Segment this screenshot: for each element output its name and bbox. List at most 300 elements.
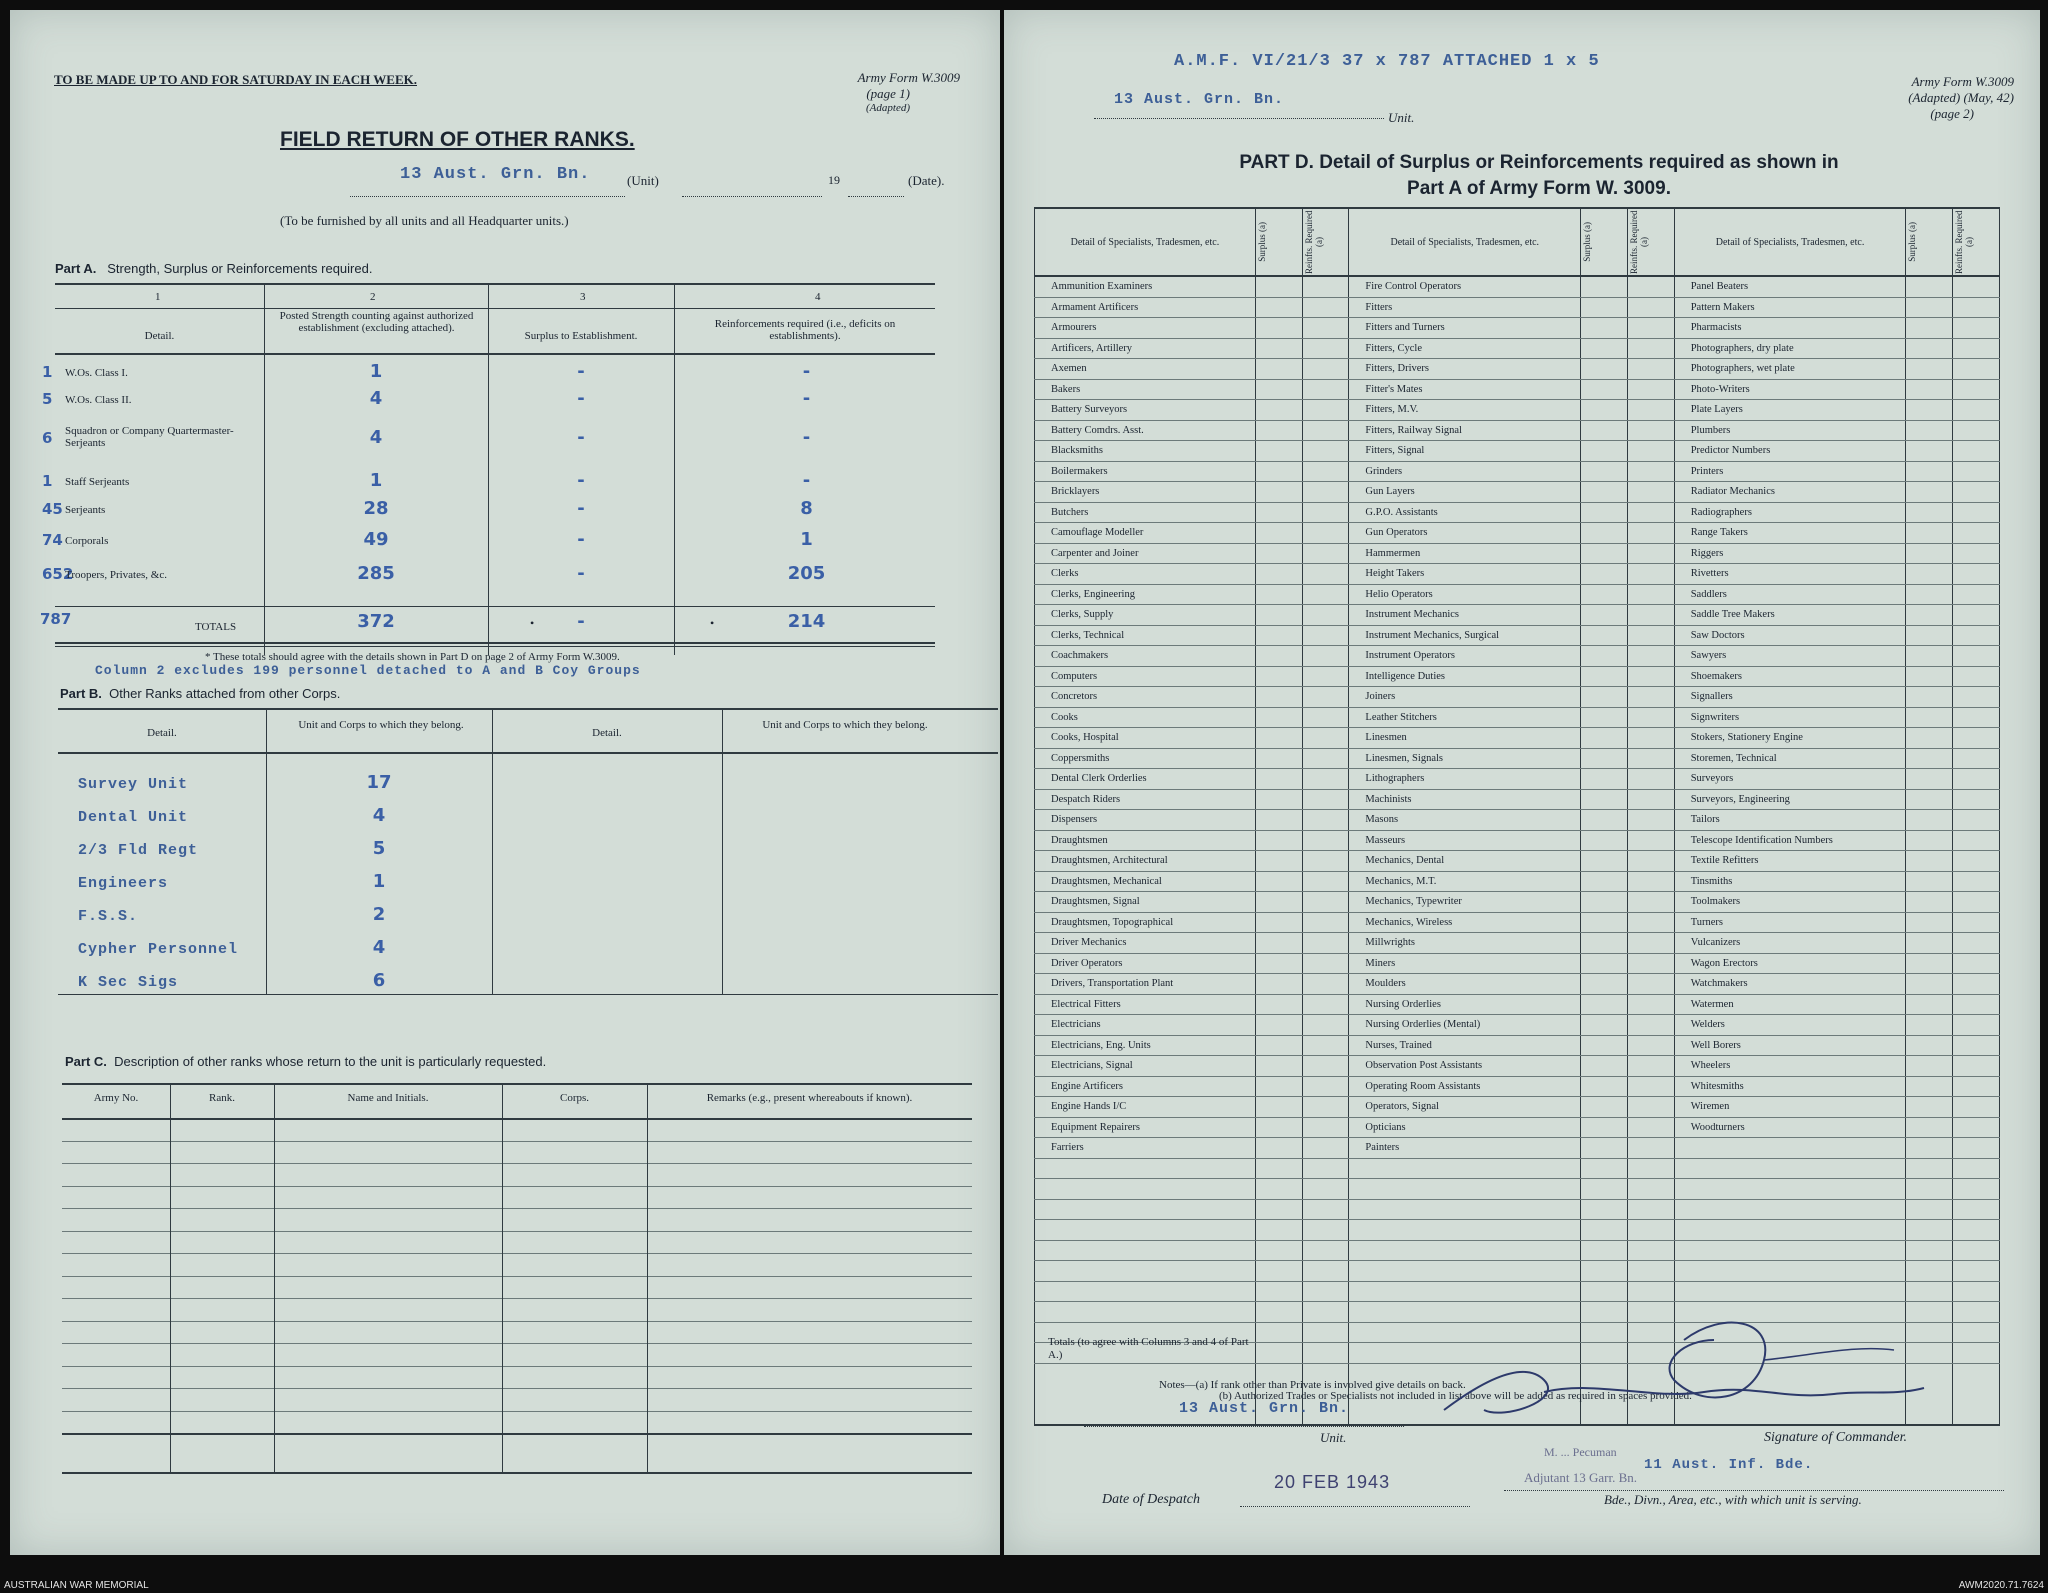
surplus-cell[interactable] [1255,482,1302,503]
surplus-cell[interactable] [1906,810,1953,831]
reinf-cell[interactable] [1953,564,2000,585]
reinf-cell[interactable] [1302,400,1349,421]
reinf-cell[interactable] [1302,666,1349,687]
reinf-cell[interactable] [1302,871,1349,892]
surplus-cell[interactable] [1906,276,1953,297]
reinf-cell[interactable] [1953,359,2000,380]
surplus-cell[interactable] [1255,1158,1302,1179]
surplus-cell[interactable] [1906,523,1953,544]
surplus-cell[interactable] [1581,482,1628,503]
surplus-cell[interactable] [1255,359,1302,380]
reinf-cell[interactable] [1627,871,1674,892]
reinf-cell[interactable] [1953,420,2000,441]
reinf-cell[interactable] [1953,1158,2000,1179]
surplus-cell[interactable] [1581,769,1628,790]
surplus-cell[interactable] [1906,851,1953,872]
surplus-cell[interactable] [1255,1076,1302,1097]
surplus-cell[interactable] [1581,1220,1628,1241]
reinf-cell[interactable] [1302,1097,1349,1118]
surplus-cell[interactable] [1906,1158,1953,1179]
reinf-cell[interactable] [1953,1076,2000,1097]
surplus-cell[interactable] [1255,851,1302,872]
surplus-cell[interactable] [1255,1138,1302,1159]
reinf-cell[interactable] [1302,953,1349,974]
surplus-cell[interactable] [1581,933,1628,954]
reinf-cell[interactable] [1953,1322,2000,1343]
reinf-cell[interactable] [1302,1302,1349,1323]
reinf-cell[interactable] [1302,1240,1349,1261]
surplus-cell[interactable] [1581,974,1628,995]
surplus-cell[interactable] [1581,1056,1628,1077]
reinf-cell[interactable] [1302,728,1349,749]
reinf-cell[interactable] [1627,1281,1674,1302]
reinf-cell[interactable] [1953,871,2000,892]
surplus-cell[interactable] [1255,1240,1302,1261]
reinf-cell[interactable] [1953,646,2000,667]
surplus-cell[interactable] [1906,953,1953,974]
surplus-cell[interactable] [1906,1035,1953,1056]
reinf-cell[interactable] [1627,543,1674,564]
reinf-cell[interactable] [1953,1015,2000,1036]
surplus-cell[interactable] [1906,338,1953,359]
reinf-cell[interactable] [1302,851,1349,872]
surplus-cell[interactable] [1255,523,1302,544]
reinf-cell[interactable] [1302,441,1349,462]
surplus-cell[interactable] [1906,871,1953,892]
reinf-cell[interactable] [1627,400,1674,421]
reinf-cell[interactable] [1302,523,1349,544]
reinf-cell[interactable] [1302,1343,1349,1364]
reinf-cell[interactable] [1302,994,1349,1015]
surplus-cell[interactable] [1906,441,1953,462]
surplus-cell[interactable] [1581,1097,1628,1118]
reinf-cell[interactable] [1302,379,1349,400]
reinf-cell[interactable] [1627,276,1674,297]
reinf-cell[interactable] [1953,769,2000,790]
reinf-cell[interactable] [1953,953,2000,974]
reinf-cell[interactable] [1302,1220,1349,1241]
surplus-cell[interactable] [1906,994,1953,1015]
surplus-cell[interactable] [1255,1015,1302,1036]
surplus-cell[interactable] [1255,748,1302,769]
reinf-cell[interactable] [1302,1076,1349,1097]
surplus-cell[interactable] [1581,297,1628,318]
surplus-cell[interactable] [1581,1179,1628,1200]
surplus-cell[interactable] [1255,912,1302,933]
surplus-cell[interactable] [1255,584,1302,605]
surplus-cell[interactable] [1255,953,1302,974]
surplus-cell[interactable] [1255,1281,1302,1302]
reinf-cell[interactable] [1953,625,2000,646]
reinf-cell[interactable] [1953,543,2000,564]
surplus-cell[interactable] [1906,318,1953,339]
surplus-cell[interactable] [1255,338,1302,359]
reinf-cell[interactable] [1953,482,2000,503]
reinf-cell[interactable] [1302,830,1349,851]
reinf-cell[interactable] [1953,400,2000,421]
reinf-cell[interactable] [1953,974,2000,995]
reinf-cell[interactable] [1302,1035,1349,1056]
reinf-cell[interactable] [1953,523,2000,544]
reinf-cell[interactable] [1302,1179,1349,1200]
surplus-cell[interactable] [1906,502,1953,523]
reinf-cell[interactable] [1627,687,1674,708]
reinf-cell[interactable] [1302,625,1349,646]
reinf-cell[interactable] [1627,789,1674,810]
surplus-cell[interactable] [1581,318,1628,339]
reinf-cell[interactable] [1302,482,1349,503]
reinf-cell[interactable] [1953,830,2000,851]
reinf-cell[interactable] [1953,933,2000,954]
surplus-cell[interactable] [1581,748,1628,769]
reinf-cell[interactable] [1627,974,1674,995]
reinf-cell[interactable] [1953,584,2000,605]
reinf-cell[interactable] [1953,379,2000,400]
surplus-cell[interactable] [1255,892,1302,913]
surplus-cell[interactable] [1906,728,1953,749]
surplus-cell[interactable] [1906,748,1953,769]
reinf-cell[interactable] [1953,1179,2000,1200]
reinf-cell[interactable] [1953,748,2000,769]
surplus-cell[interactable] [1255,769,1302,790]
surplus-cell[interactable] [1581,1158,1628,1179]
reinf-cell[interactable] [1953,789,2000,810]
reinf-cell[interactable] [1627,359,1674,380]
reinf-cell[interactable] [1953,851,2000,872]
surplus-cell[interactable] [1581,276,1628,297]
surplus-cell[interactable] [1255,933,1302,954]
reinf-cell[interactable] [1953,1363,2000,1425]
surplus-cell[interactable] [1906,359,1953,380]
surplus-cell[interactable] [1581,1281,1628,1302]
surplus-cell[interactable] [1255,625,1302,646]
surplus-cell[interactable] [1581,1015,1628,1036]
surplus-cell[interactable] [1906,666,1953,687]
surplus-cell[interactable] [1255,605,1302,626]
reinf-cell[interactable] [1302,276,1349,297]
surplus-cell[interactable] [1906,769,1953,790]
reinf-cell[interactable] [1953,1281,2000,1302]
reinf-cell[interactable] [1627,810,1674,831]
surplus-cell[interactable] [1581,523,1628,544]
reinf-cell[interactable] [1302,584,1349,605]
surplus-cell[interactable] [1581,994,1628,1015]
reinf-cell[interactable] [1302,707,1349,728]
surplus-cell[interactable] [1581,1035,1628,1056]
reinf-cell[interactable] [1627,564,1674,585]
reinf-cell[interactable] [1953,1056,2000,1077]
surplus-cell[interactable] [1255,441,1302,462]
surplus-cell[interactable] [1581,379,1628,400]
surplus-cell[interactable] [1906,1240,1953,1261]
reinf-cell[interactable] [1953,707,2000,728]
reinf-cell[interactable] [1627,1261,1674,1282]
reinf-cell[interactable] [1627,830,1674,851]
surplus-cell[interactable] [1581,338,1628,359]
reinf-cell[interactable] [1627,523,1674,544]
surplus-cell[interactable] [1255,707,1302,728]
surplus-cell[interactable] [1906,1076,1953,1097]
reinf-cell[interactable] [1302,543,1349,564]
surplus-cell[interactable] [1906,605,1953,626]
reinf-cell[interactable] [1302,912,1349,933]
reinf-cell[interactable] [1302,687,1349,708]
reinf-cell[interactable] [1627,1035,1674,1056]
reinf-cell[interactable] [1627,769,1674,790]
surplus-cell[interactable] [1255,1302,1302,1323]
reinf-cell[interactable] [1953,1035,2000,1056]
reinf-cell[interactable] [1627,1220,1674,1241]
surplus-cell[interactable] [1906,912,1953,933]
surplus-cell[interactable] [1581,728,1628,749]
surplus-cell[interactable] [1581,953,1628,974]
surplus-cell[interactable] [1581,502,1628,523]
reinf-cell[interactable] [1953,441,2000,462]
reinf-cell[interactable] [1302,1281,1349,1302]
reinf-cell[interactable] [1953,994,2000,1015]
reinf-cell[interactable] [1302,338,1349,359]
surplus-cell[interactable] [1906,400,1953,421]
surplus-cell[interactable] [1581,584,1628,605]
surplus-cell[interactable] [1255,1035,1302,1056]
surplus-cell[interactable] [1581,1076,1628,1097]
reinf-cell[interactable] [1627,1138,1674,1159]
surplus-cell[interactable] [1581,625,1628,646]
reinf-cell[interactable] [1627,1015,1674,1036]
reinf-cell[interactable] [1302,1322,1349,1343]
surplus-cell[interactable] [1255,461,1302,482]
reinf-cell[interactable] [1627,502,1674,523]
reinf-cell[interactable] [1627,851,1674,872]
reinf-cell[interactable] [1302,461,1349,482]
surplus-cell[interactable] [1581,543,1628,564]
reinf-cell[interactable] [1953,1117,2000,1138]
surplus-cell[interactable] [1906,379,1953,400]
reinf-cell[interactable] [1302,1015,1349,1036]
reinf-cell[interactable] [1302,1158,1349,1179]
surplus-cell[interactable] [1255,1199,1302,1220]
reinf-cell[interactable] [1953,1220,2000,1241]
surplus-cell[interactable] [1906,543,1953,564]
surplus-cell[interactable] [1255,297,1302,318]
surplus-cell[interactable] [1255,646,1302,667]
reinf-cell[interactable] [1953,1240,2000,1261]
reinf-cell[interactable] [1627,1179,1674,1200]
surplus-cell[interactable] [1906,482,1953,503]
reinf-cell[interactable] [1953,1261,2000,1282]
reinf-cell[interactable] [1302,318,1349,339]
reinf-cell[interactable] [1953,502,2000,523]
surplus-cell[interactable] [1255,1056,1302,1077]
surplus-cell[interactable] [1581,871,1628,892]
surplus-cell[interactable] [1255,1220,1302,1241]
surplus-cell[interactable] [1581,400,1628,421]
reinf-cell[interactable] [1627,646,1674,667]
reinf-cell[interactable] [1627,707,1674,728]
reinf-cell[interactable] [1953,276,2000,297]
surplus-cell[interactable] [1581,646,1628,667]
surplus-cell[interactable] [1906,1179,1953,1200]
reinf-cell[interactable] [1302,1138,1349,1159]
reinf-cell[interactable] [1627,933,1674,954]
surplus-cell[interactable] [1906,1220,1953,1241]
surplus-cell[interactable] [1255,1343,1302,1364]
surplus-cell[interactable] [1255,318,1302,339]
surplus-cell[interactable] [1255,871,1302,892]
reinf-cell[interactable] [1953,687,2000,708]
reinf-cell[interactable] [1627,482,1674,503]
reinf-cell[interactable] [1302,789,1349,810]
reinf-cell[interactable] [1953,461,2000,482]
reinf-cell[interactable] [1953,666,2000,687]
reinf-cell[interactable] [1302,502,1349,523]
surplus-cell[interactable] [1906,564,1953,585]
surplus-cell[interactable] [1255,1117,1302,1138]
surplus-cell[interactable] [1906,1261,1953,1282]
reinf-cell[interactable] [1627,953,1674,974]
reinf-cell[interactable] [1953,912,2000,933]
surplus-cell[interactable] [1581,830,1628,851]
reinf-cell[interactable] [1627,1158,1674,1179]
reinf-cell[interactable] [1627,728,1674,749]
reinf-cell[interactable] [1627,1240,1674,1261]
surplus-cell[interactable] [1581,441,1628,462]
surplus-cell[interactable] [1581,707,1628,728]
surplus-cell[interactable] [1255,1179,1302,1200]
reinf-cell[interactable] [1953,810,2000,831]
surplus-cell[interactable] [1255,1322,1302,1343]
surplus-cell[interactable] [1906,933,1953,954]
surplus-cell[interactable] [1255,502,1302,523]
surplus-cell[interactable] [1906,892,1953,913]
reinf-cell[interactable] [1302,605,1349,626]
reinf-cell[interactable] [1302,1199,1349,1220]
reinf-cell[interactable] [1302,810,1349,831]
reinf-cell[interactable] [1953,1343,2000,1364]
surplus-cell[interactable] [1581,564,1628,585]
reinf-cell[interactable] [1627,338,1674,359]
reinf-cell[interactable] [1953,1097,2000,1118]
surplus-cell[interactable] [1906,646,1953,667]
surplus-cell[interactable] [1255,1261,1302,1282]
reinf-cell[interactable] [1627,297,1674,318]
surplus-cell[interactable] [1906,584,1953,605]
surplus-cell[interactable] [1255,400,1302,421]
reinf-cell[interactable] [1302,748,1349,769]
surplus-cell[interactable] [1906,687,1953,708]
reinf-cell[interactable] [1953,1199,2000,1220]
reinf-cell[interactable] [1953,605,2000,626]
surplus-cell[interactable] [1255,564,1302,585]
surplus-cell[interactable] [1906,1097,1953,1118]
surplus-cell[interactable] [1906,707,1953,728]
reinf-cell[interactable] [1953,297,2000,318]
surplus-cell[interactable] [1581,851,1628,872]
reinf-cell[interactable] [1302,420,1349,441]
reinf-cell[interactable] [1953,318,2000,339]
surplus-cell[interactable] [1581,1261,1628,1282]
surplus-cell[interactable] [1255,666,1302,687]
surplus-cell[interactable] [1255,994,1302,1015]
reinf-cell[interactable] [1627,625,1674,646]
surplus-cell[interactable] [1255,830,1302,851]
surplus-cell[interactable] [1906,1015,1953,1036]
reinf-cell[interactable] [1627,1076,1674,1097]
reinf-cell[interactable] [1953,1138,2000,1159]
surplus-cell[interactable] [1581,605,1628,626]
reinf-cell[interactable] [1302,769,1349,790]
surplus-cell[interactable] [1255,1097,1302,1118]
surplus-cell[interactable] [1906,1056,1953,1077]
surplus-cell[interactable] [1255,974,1302,995]
reinf-cell[interactable] [1302,564,1349,585]
surplus-cell[interactable] [1906,1281,1953,1302]
reinf-cell[interactable] [1302,1117,1349,1138]
reinf-cell[interactable] [1627,1117,1674,1138]
surplus-cell[interactable] [1906,1199,1953,1220]
reinf-cell[interactable] [1627,1199,1674,1220]
reinf-cell[interactable] [1953,338,2000,359]
reinf-cell[interactable] [1627,994,1674,1015]
surplus-cell[interactable] [1581,1138,1628,1159]
surplus-cell[interactable] [1581,1199,1628,1220]
reinf-cell[interactable] [1302,1261,1349,1282]
reinf-cell[interactable] [1302,297,1349,318]
reinf-cell[interactable] [1627,318,1674,339]
reinf-cell[interactable] [1302,646,1349,667]
surplus-cell[interactable] [1906,625,1953,646]
reinf-cell[interactable] [1627,748,1674,769]
reinf-cell[interactable] [1953,1302,2000,1323]
reinf-cell[interactable] [1302,974,1349,995]
surplus-cell[interactable] [1255,687,1302,708]
reinf-cell[interactable] [1627,912,1674,933]
surplus-cell[interactable] [1255,810,1302,831]
surplus-cell[interactable] [1581,912,1628,933]
surplus-cell[interactable] [1581,359,1628,380]
reinf-cell[interactable] [1627,461,1674,482]
surplus-cell[interactable] [1581,687,1628,708]
reinf-cell[interactable] [1302,892,1349,913]
surplus-cell[interactable] [1581,666,1628,687]
reinf-cell[interactable] [1627,379,1674,400]
reinf-cell[interactable] [1627,666,1674,687]
reinf-cell[interactable] [1627,420,1674,441]
surplus-cell[interactable] [1255,789,1302,810]
surplus-cell[interactable] [1906,830,1953,851]
surplus-cell[interactable] [1255,420,1302,441]
reinf-cell[interactable] [1627,605,1674,626]
reinf-cell[interactable] [1302,933,1349,954]
surplus-cell[interactable] [1906,297,1953,318]
surplus-cell[interactable] [1255,379,1302,400]
surplus-cell[interactable] [1581,789,1628,810]
reinf-cell[interactable] [1302,359,1349,380]
reinf-cell[interactable] [1627,1056,1674,1077]
surplus-cell[interactable] [1906,1138,1953,1159]
surplus-cell[interactable] [1581,1117,1628,1138]
surplus-cell[interactable] [1906,974,1953,995]
surplus-cell[interactable] [1581,461,1628,482]
reinf-cell[interactable] [1953,892,2000,913]
surplus-cell[interactable] [1255,276,1302,297]
surplus-cell[interactable] [1581,1240,1628,1261]
surplus-cell[interactable] [1906,461,1953,482]
surplus-cell[interactable] [1906,789,1953,810]
surplus-cell[interactable] [1255,728,1302,749]
reinf-cell[interactable] [1627,1097,1674,1118]
reinf-cell[interactable] [1302,1056,1349,1077]
